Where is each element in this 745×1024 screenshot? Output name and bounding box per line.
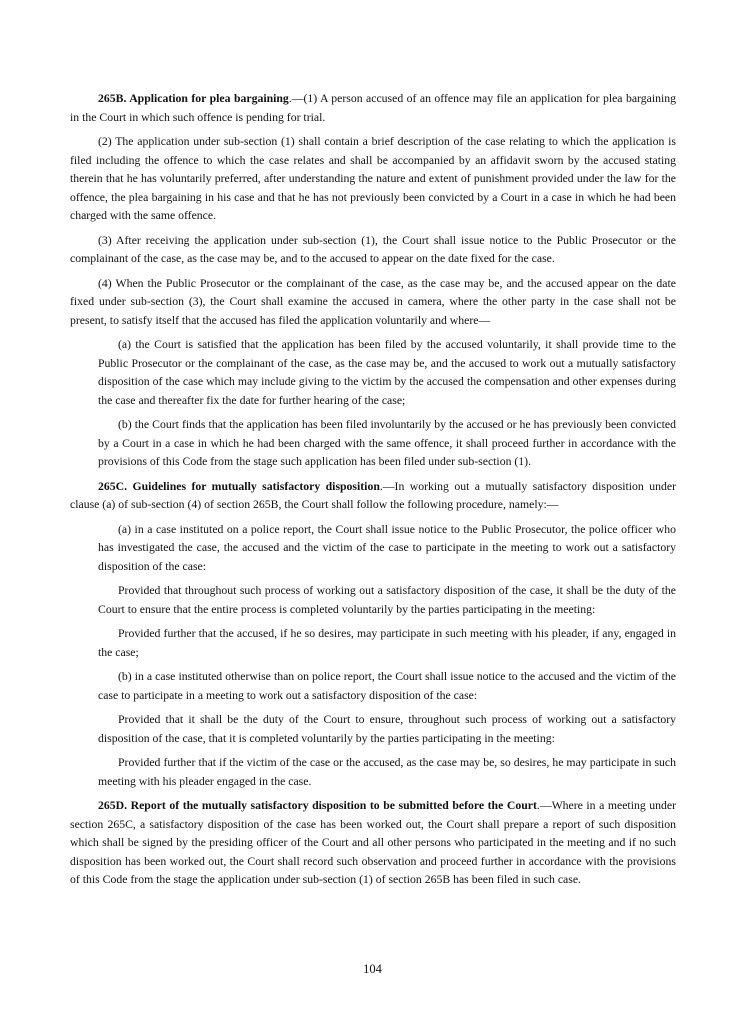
page-number: 104	[363, 962, 382, 976]
section-text: .—Where in a meeting under section 265C, a satisfactory disposition of the case has been worked out, the Court shall prepare a report of such disposition which shall be signed by the presiding officer of the Court and all other persons who participated in the meeting and if no such disposition has been worked out, the Court shall record such observation and proceed further in accordance with the provisions of this Code from the stage the application under sub-section (1) of section 265B has been filed in such case.	[70, 799, 677, 886]
document-body	[70, 90, 676, 896]
section-heading: 265D. Report of the mutually satisfactory disposition to be submitted before the Court	[98, 799, 537, 812]
section-265d-para	[70, 797, 676, 890]
proviso: Provided that it shall be the duty of the Court to ensure, throughout such process of working out a satisfactory disposition of the case, that it is completed voluntarily by the parties participating in the meeting:	[98, 713, 676, 745]
clause-a: (a) the Court is satisfied that the application has been filed by the accused voluntarily, it shall provide time to the Public Prosecutor or the complainant of the case, as the case may be, and the accused to work out a mutually satisfactory disposition of the case which may include giving to the victim by the accused the compensation and other expenses during the case and thereafter fix the date for further hearing of the case;	[98, 338, 676, 407]
clause-a: (a) in a case instituted on a police report, the Court shall issue notice to the Public Prosecutor, the police officer who has investigated the case, the accused and the victim of the case to participate in the meeting to work out a satisfactory disposition of the case:	[98, 522, 676, 573]
clause-b: (b) the Court finds that the application has been filed involuntarily by the accused or he has previously been convicted by a Court in a case in which he had been charged with the same offence, it shall proceed further in accordance with the provisions of this Code from the stage such application has been filed under sub-section (1).	[98, 418, 676, 468]
sub-section-4: (4) When the Public Prosecutor or the complainant of the case, as the case may be, and the accused appear on the date fixed under sub-section (3), the Court shall examine the accused in camera, where the other party in the case shall not be present, to satisfy itself that the accused has filed the application voluntarily and where—	[70, 276, 676, 327]
section-265b-para	[70, 90, 676, 127]
proviso: Provided further that if the victim of the case or the accused, as the case may be, so desires, he may participate in such meeting with his pleader engaged in the case.	[98, 756, 676, 788]
section-265c-para	[70, 478, 676, 515]
proviso: Provided that throughout such process of working out a satisfactory disposition of the case, it shall be the duty of the Court to ensure that the entire process is completed voluntarily by the parties participating in the meeting:	[98, 584, 676, 616]
section-text: .—(1) A person accused of an offence may file an application for plea bargaining in the Court in which such offence is pending for trial.	[70, 92, 676, 124]
section-text: .—In working out a mutually satisfactory disposition under clause (a) of sub-section (4) of section 265B, the Court shall follow the following procedure, namely:—	[70, 479, 676, 511]
sub-section-3: (3) After receiving the application under sub-section (1), the Court shall issue notice to the Public Prosecutor or the complainant of the case, as the case may be, and to the accused to appear on the date fixed for the case.	[70, 233, 676, 265]
proviso: Provided further that the accused, if he so desires, may participate in such meeting with his pleader, if any, engaged in the case;	[98, 627, 676, 659]
section-heading: 265B. Application for plea bargaining	[98, 92, 289, 105]
clause-b: (b) in a case instituted otherwise than on police report, the Court shall issue notice to the accused and the victim of the case to participate in a meeting to work out a satisfactory disposition of the case:	[98, 670, 676, 702]
sub-section-2: (2) The application under sub-section (1) shall contain a brief description of the case relating to which the application is filed including the offence to which the case relates and shall be accompanied by an affidavit sworn by the accused stating therein that he has voluntarily preferred, after understanding the nature and extent of punishment provided under the law for the offence, the plea bargaining in his case and that he has not previously been convicted by a Court in a case in which he had been charged with the same offence.	[70, 135, 676, 222]
section-heading: 265C. Guidelines for mutually satisfactory disposition	[98, 479, 380, 493]
